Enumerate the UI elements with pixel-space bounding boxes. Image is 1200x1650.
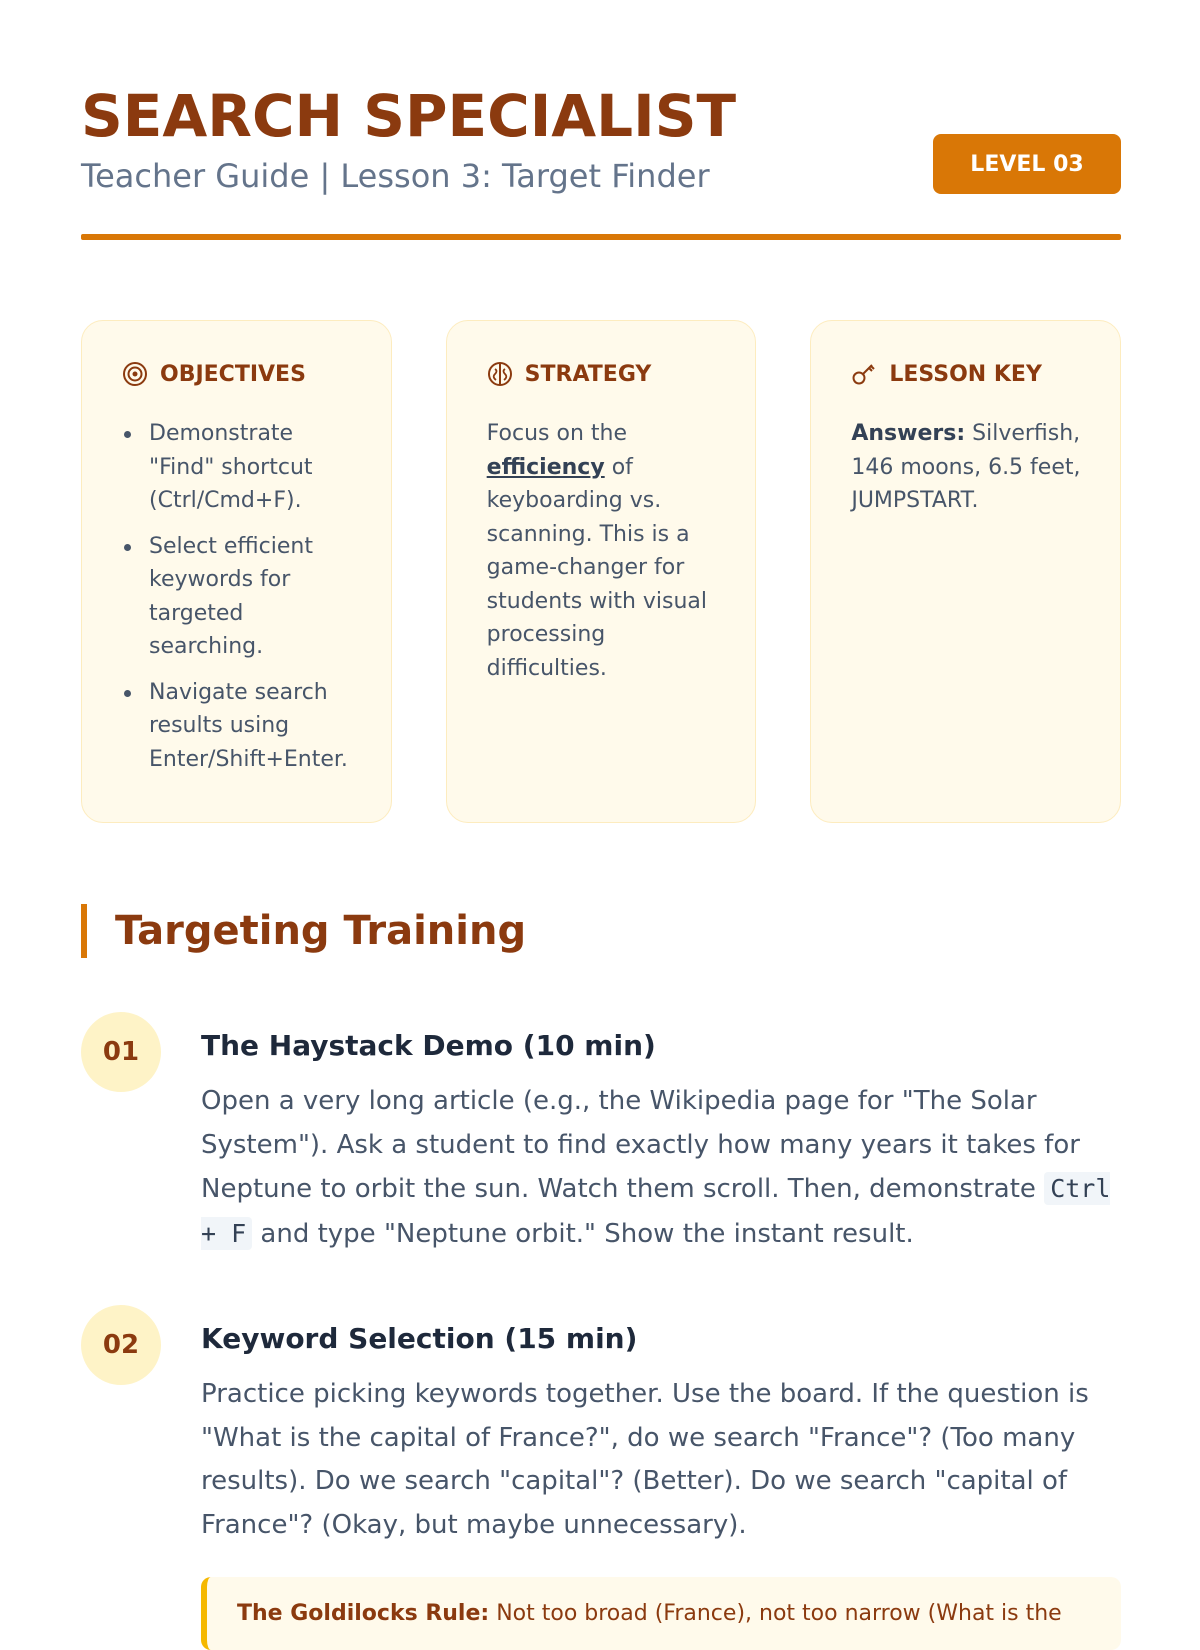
step-content (201, 1319, 1121, 1650)
lesson-key-card-header (851, 361, 1082, 387)
page-header (81, 84, 1121, 196)
answers-label: Answers: (851, 421, 966, 446)
target-icon (122, 361, 148, 387)
objectives-card (81, 320, 392, 823)
objectives-title: OBJECTIVES (160, 361, 306, 387)
lesson-key-card (810, 320, 1121, 823)
list-item: Demonstrate "Find" shortcut (Ctrl/Cmd+F). (122, 417, 353, 518)
callout-label: The Goldilocks Rule: (237, 1601, 490, 1626)
section-title: Targeting Training (115, 908, 527, 954)
objectives-list (122, 417, 353, 776)
step-number: 01 (81, 1012, 161, 1092)
step-item (81, 1012, 1121, 1256)
step-title: Keyword Selection (15 min) (201, 1322, 638, 1355)
list-item: Navigate search results using Enter/Shift+Enter. (122, 676, 353, 777)
goldilocks-callout (201, 1577, 1121, 1650)
strategy-text (487, 417, 718, 685)
brain-icon (487, 361, 513, 387)
step-number: 02 (81, 1305, 161, 1385)
lesson-key-text (851, 417, 1082, 518)
step-text-after: and type "Neptune orbit." Show the instant result. (260, 1218, 914, 1249)
step-item (81, 1305, 1121, 1650)
summary-cards (81, 320, 1121, 823)
step-text-before: Open a very long article (e.g., the Wikipedia page for "The Solar System"). Ask a student to find exactly how many years it takes for Neptune to orbit the sun. Watch them scroll. Then, demonstrate (201, 1086, 1080, 1204)
step-text: Practice picking keywords together. Use the board. If the question is "What is the capital of France?", do we search "France"? (Too many results). Do we search "capital"? (Better). Do we search "capital of France"? (Okay, but maybe unnecessary). (201, 1379, 1089, 1540)
header-divider (81, 234, 1121, 240)
list-item: Select efficient keywords for targeted searching. (122, 530, 353, 664)
level-badge: LEVEL 03 (933, 134, 1121, 194)
strategy-card (446, 320, 757, 823)
strategy-title: STRATEGY (524, 361, 652, 387)
page-title: SEARCH SPECIALIST (81, 82, 737, 150)
strategy-emphasis: efficiency (486, 454, 605, 480)
step-content (201, 1026, 1121, 1256)
strategy-text-after: of keyboarding vs. scanning. This is a game-changer for students with visual processing difficulties. (486, 454, 708, 681)
answers-text: Silverfish, 146 moons, 6.5 feet, JUMPSTART. (851, 421, 1081, 513)
step-text (201, 1080, 1121, 1256)
callout-text: Not too broad (France), not too narrow (What is the (496, 1601, 1062, 1626)
step-title: The Haystack Demo (10 min) (201, 1029, 656, 1062)
strategy-card-header (487, 361, 718, 387)
objectives-card-header (122, 361, 353, 387)
shortcut-code: Ctrl + F (201, 1174, 1111, 1248)
section-heading (81, 904, 526, 958)
key-icon (851, 361, 877, 387)
lesson-key-title: LESSON KEY (889, 361, 1042, 387)
strategy-text-before: Focus on the (486, 421, 627, 446)
page-subtitle: Teacher Guide | Lesson 3: Target Finder (81, 157, 710, 195)
